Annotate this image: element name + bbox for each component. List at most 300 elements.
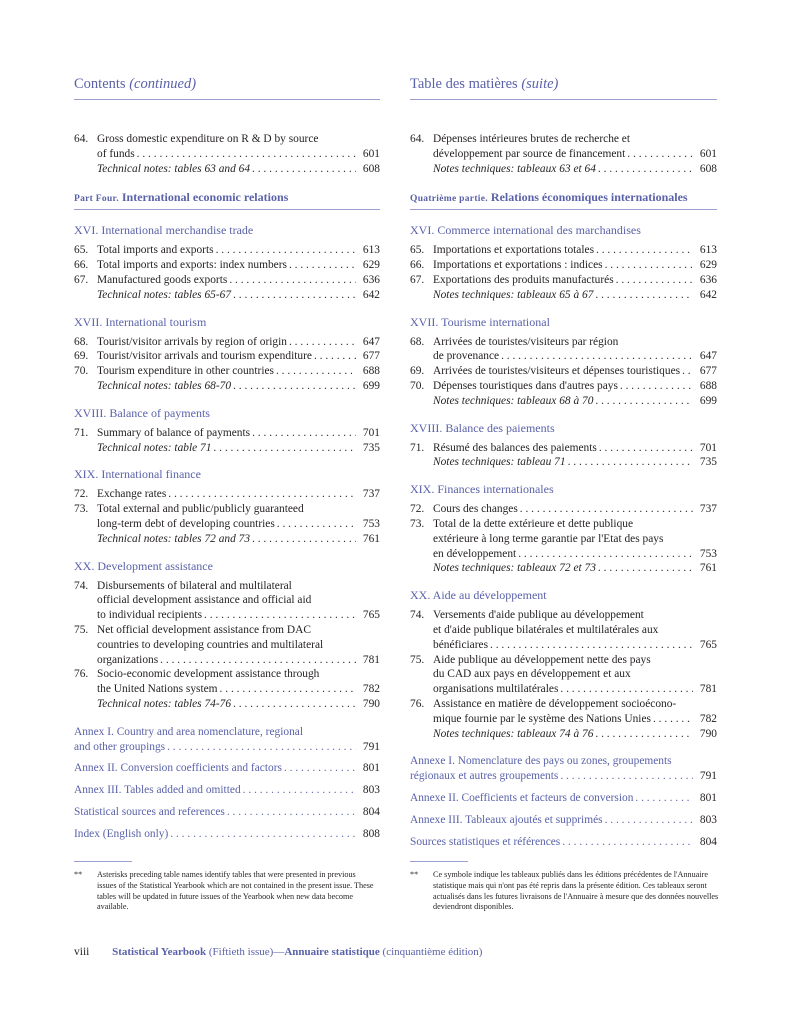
dot-leader [252, 162, 356, 177]
toc-line [433, 638, 717, 653]
entry-title: Summary of balance of payments [97, 426, 251, 439]
page-ref: 801 [362, 762, 380, 775]
entry-body [433, 441, 717, 456]
toc-entry[interactable] [410, 273, 717, 288]
page-ref: 791 [362, 740, 380, 753]
technical-notes-entry[interactable] [410, 394, 717, 409]
entry-title: Importations et exportations : indices [433, 259, 603, 272]
toc-line [410, 769, 717, 784]
dot-leader [289, 335, 356, 350]
toc-line [433, 712, 717, 727]
entry-number: 66. [410, 259, 425, 272]
technical-notes-entry[interactable] [74, 288, 380, 303]
entry-body [433, 697, 717, 727]
toc-entry[interactable] [74, 364, 380, 379]
page-ref: 791 [699, 770, 717, 783]
dot-leader [204, 608, 356, 623]
dot-leader [233, 288, 356, 303]
toc-section [74, 406, 380, 456]
technical-notes-entry[interactable] [410, 727, 717, 742]
entry-title: Notes techniques: tableaux 63 et 64 [433, 162, 596, 175]
toc-line [97, 335, 380, 350]
entry-body [97, 273, 380, 288]
annex-entry[interactable] [410, 813, 717, 828]
toc-line [97, 502, 380, 517]
toc-section [74, 559, 380, 712]
entry-number: 69. [410, 365, 425, 378]
dot-leader [168, 487, 356, 502]
sections [410, 223, 717, 747]
sections [74, 223, 380, 717]
dot-leader [598, 561, 693, 576]
dot-leader [289, 258, 356, 273]
toc-line [97, 667, 380, 682]
toc-section [410, 421, 717, 471]
dot-leader [562, 835, 693, 850]
toc-line [97, 243, 380, 258]
entry-title: Disbursements of bilateral and multilateral [97, 579, 292, 592]
entry-title: Annexe III. Tableaux ajoutés et supprimés [410, 813, 603, 826]
footer-issue-fr: (cinquantième édition) [382, 946, 483, 958]
entry-number: 76. [410, 697, 425, 710]
header-title: Table des matières [410, 76, 518, 92]
technical-notes-entry[interactable] [74, 697, 380, 712]
entry-title: développement par source de financement [433, 147, 626, 160]
page-ref: 735 [362, 441, 380, 454]
toc-entry[interactable] [410, 608, 717, 652]
toc-section [74, 315, 380, 394]
entry-title: countries to developing countries and multilateral [97, 638, 324, 651]
section-gap [74, 394, 380, 400]
toc-entry[interactable] [74, 132, 380, 162]
entry-body [433, 243, 717, 258]
entry-body [97, 162, 380, 177]
entry-title: Tourist/visitor arrivals and tourism expenditure [97, 350, 312, 363]
dot-leader [627, 147, 693, 162]
toc-line [433, 273, 717, 288]
dot-leader [596, 243, 693, 258]
header-subtitle: (suite) [521, 76, 559, 92]
annex-entry[interactable] [410, 791, 717, 806]
dot-leader [605, 813, 693, 828]
dot-leader [560, 769, 693, 784]
entry-title: Socio-economic development assistance through [97, 668, 320, 681]
dot-leader [276, 364, 356, 379]
entry-body [97, 258, 380, 273]
page-ref: 753 [699, 547, 717, 560]
footnote-text: Ce symbole indique les tableaux publiés dans les éditions précédentes de l'Annuaire statistique mais qui n'ont pas été repris dans la présente édition. Ces tableaux seront actualisés dans les futures livraisons de l'Annuaire à mesure que des données nouvelles deviendront disponibles. [433, 870, 719, 912]
entry-number: 73. [74, 503, 89, 516]
toc-line [433, 288, 717, 303]
section-gap [410, 741, 717, 747]
page-ref: 636 [699, 273, 717, 286]
dot-leader [170, 827, 356, 842]
entry-title: to individual recipients [97, 609, 203, 622]
dot-leader [277, 517, 356, 532]
toc-line [97, 517, 380, 532]
page-ref: 761 [699, 562, 717, 575]
entry-title: Aide publique au développement nette des pays [433, 653, 651, 666]
entry-title: Dépenses intérieures brutes de recherche et [433, 133, 631, 145]
part-heading [410, 190, 717, 210]
dot-leader [213, 441, 356, 456]
toc-line [433, 258, 717, 273]
annexes [410, 754, 717, 849]
toc-line [410, 754, 717, 769]
toc-section [410, 223, 717, 302]
dot-leader [252, 426, 356, 441]
page-ref: 629 [362, 259, 380, 272]
toc-entry[interactable] [410, 364, 717, 379]
page-ref: 642 [362, 288, 380, 301]
dot-leader [227, 805, 356, 820]
toc-line [97, 273, 380, 288]
entry-title: extérieure à long terme garantie par l'Etat des pays [433, 532, 664, 545]
entry-body [433, 502, 717, 517]
page-ref: 761 [362, 532, 380, 545]
entry-title: de provenance [433, 350, 500, 363]
entry-title: Dépenses touristiques dans d'autres pays [433, 379, 618, 392]
entry-number: 68. [410, 335, 425, 348]
contents-column-english [74, 76, 380, 842]
page-ref: 699 [362, 379, 380, 392]
entry-title: Annex II. Conversion coefficients and factors [74, 762, 282, 775]
technical-notes-entry[interactable] [74, 441, 380, 456]
toc-line [97, 288, 380, 303]
entry-title: Statistical sources and references [74, 805, 225, 818]
footer-issue-en: (Fiftieth issue) [208, 946, 274, 958]
toc-entry[interactable] [74, 502, 380, 532]
dot-leader [314, 349, 356, 364]
entry-title: Assistance en matière de développement socioécono- [433, 697, 677, 710]
section-heading[interactable]: XVII. Tourisme international [410, 314, 550, 329]
page-ref: 765 [362, 609, 380, 622]
section-gap [74, 712, 380, 718]
entry-number: 67. [410, 273, 425, 286]
section-heading[interactable]: XIX. Finances internationales [410, 482, 554, 497]
toc-line [433, 623, 717, 638]
entry-number: 75. [74, 623, 89, 636]
entry-number: 73. [410, 517, 425, 530]
page-ref: 601 [362, 147, 380, 160]
toc-entry[interactable] [410, 517, 717, 561]
toc-line [97, 532, 380, 547]
dot-leader [560, 682, 693, 697]
entry-body [433, 288, 717, 303]
annex-entry[interactable] [74, 761, 380, 776]
page-ref: 790 [699, 727, 717, 740]
section-gap [410, 303, 717, 309]
toc-line [97, 441, 380, 456]
entry-title: bénéficiares [433, 638, 489, 651]
dot-leader [167, 740, 356, 755]
entry-body [433, 273, 717, 288]
annex-entry[interactable] [74, 805, 380, 820]
entry-title: régionaux et autres groupements [410, 770, 559, 783]
entry-title: Technical notes: tables 74-76 [97, 697, 232, 710]
section-heading[interactable]: XX. Development assistance [74, 558, 213, 573]
entry-title: organizations [97, 653, 159, 666]
toc-line [97, 364, 380, 379]
section-gap [74, 455, 380, 461]
entry-title: Technical notes: tables 68-70 [97, 379, 232, 392]
page-ref: 804 [699, 835, 717, 848]
page-ref: 804 [362, 805, 380, 818]
toc-entry[interactable] [74, 273, 380, 288]
entry-title: Technical notes: tables 63 and 64 [97, 162, 251, 175]
section-heading[interactable]: XVIII. Balance des paiements [410, 420, 555, 435]
entry-title: Technical notes: tables 72 and 73 [97, 532, 251, 545]
toc-line [433, 532, 717, 547]
entry-body [433, 364, 717, 379]
dot-leader [595, 727, 693, 742]
entry-title: Annex III. Tables added and omitted [74, 784, 241, 797]
page-ref: 753 [362, 517, 380, 530]
entry-number: 71. [74, 426, 89, 439]
part-prefix: Quatrième partie. [410, 194, 488, 205]
toc-entry[interactable] [410, 502, 717, 517]
section-heading[interactable]: XVIII. Balance of payments [74, 405, 210, 420]
toc-entry[interactable] [74, 349, 380, 364]
toc-entry[interactable] [74, 579, 380, 623]
page-ref: 629 [699, 259, 717, 272]
toc-line [433, 547, 717, 562]
footnote-french [410, 861, 720, 913]
entry-number: 65. [74, 244, 89, 257]
dot-leader [518, 547, 693, 562]
entries-top [410, 132, 717, 176]
toc-entry[interactable] [410, 653, 717, 697]
toc-line [410, 791, 717, 806]
toc-entry[interactable] [74, 426, 380, 441]
page-ref: 790 [362, 697, 380, 710]
entry-title: Total de la dette extérieure et dette publique [433, 517, 634, 530]
toc-line [433, 727, 717, 742]
page-ref: 701 [699, 441, 717, 454]
entry-title: official development assistance and official aid [97, 594, 312, 607]
page-ref: 781 [362, 653, 380, 666]
entry-body [97, 623, 380, 667]
entry-title: of funds [97, 147, 135, 160]
dot-leader [160, 653, 356, 668]
toc-line [74, 827, 380, 842]
contents-column-french [410, 76, 717, 849]
entry-number: 72. [410, 503, 425, 516]
toc-line [433, 379, 717, 394]
dot-leader [635, 791, 693, 806]
toc-line [433, 335, 717, 350]
entry-title: Tourism expenditure in other countries [97, 365, 274, 378]
entry-title: Tourist/visitor arrivals by region of origin [97, 335, 287, 348]
toc-section [410, 315, 717, 409]
toc-line [433, 147, 717, 162]
entry-title: Manufactured goods exports [97, 273, 228, 286]
toc-entry[interactable] [74, 243, 380, 258]
technical-notes-entry[interactable] [74, 379, 380, 394]
page-ref: 808 [362, 827, 380, 840]
page-ref: 601 [699, 147, 717, 160]
section-heading[interactable]: XVI. Commerce international des marchandises [410, 223, 641, 238]
entry-title: Total imports and exports [97, 244, 214, 257]
entry-title: Importations et exportations totales [433, 244, 595, 257]
dot-leader [252, 532, 356, 547]
section-gap [410, 576, 717, 582]
technical-notes-entry[interactable] [410, 455, 717, 470]
entry-title: en développement [433, 547, 517, 560]
entry-body [97, 667, 380, 697]
toc-line [74, 740, 380, 755]
annex-entry[interactable] [74, 783, 380, 798]
entry-title: organisations multilatérales [433, 683, 559, 696]
toc-line [97, 682, 380, 697]
entry-title: Total external and public/publicly guaranteed [97, 503, 304, 516]
technical-notes-entry[interactable] [74, 532, 380, 547]
toc-entry[interactable] [410, 258, 717, 273]
technical-notes-entry[interactable] [74, 162, 380, 177]
annex-entry[interactable] [410, 835, 717, 850]
toc-section [74, 467, 380, 546]
page-ref: 608 [362, 162, 380, 175]
page-ref: 765 [699, 638, 717, 651]
entry-number: 76. [74, 668, 89, 681]
toc-line [74, 783, 380, 798]
entry-title: Cours des changes [433, 503, 518, 516]
page-ref: 647 [362, 335, 380, 348]
toc-entry[interactable] [410, 243, 717, 258]
entry-title: Annexe II. Coefficients et facteurs de conversion [410, 791, 634, 804]
toc-entry[interactable] [410, 132, 717, 162]
entry-number: 70. [74, 365, 89, 378]
toc-section [74, 223, 380, 302]
entry-number: 64. [74, 133, 89, 145]
entry-body [97, 288, 380, 303]
entry-number: 75. [410, 653, 425, 666]
entry-body [97, 441, 380, 456]
entry-body [433, 455, 717, 470]
dot-leader [599, 441, 693, 456]
toc-line [97, 653, 380, 668]
entry-title: Index (English only) [74, 827, 169, 840]
page-ref: 737 [699, 503, 717, 516]
toc-section [410, 482, 717, 576]
technical-notes-entry[interactable] [410, 288, 717, 303]
toc-entry[interactable] [74, 667, 380, 697]
footnote-rule [74, 861, 132, 862]
entry-body [433, 132, 717, 162]
footnote-rule [410, 861, 468, 862]
annex-entry[interactable] [74, 827, 380, 842]
entry-body [433, 258, 717, 273]
entry-number: 65. [410, 244, 425, 257]
toc-line [74, 725, 380, 740]
entry-number: 74. [410, 609, 425, 622]
toc-line [433, 162, 717, 177]
section-heading[interactable]: XVII. International tourism [74, 314, 207, 329]
entry-title: long-term debt of developing countries [97, 517, 275, 530]
entry-title: the United Nations system [97, 683, 218, 696]
entry-body [433, 162, 717, 177]
page-ref: 701 [362, 426, 380, 439]
toc-line [97, 638, 380, 653]
technical-notes-entry[interactable] [410, 162, 717, 177]
toc-line [410, 813, 717, 828]
toc-entry[interactable] [410, 379, 717, 394]
annex-entry[interactable] [74, 725, 380, 755]
entry-body [97, 364, 380, 379]
entry-number: 70. [410, 379, 425, 392]
section-heading[interactable]: XVI. International merchandise trade [74, 223, 254, 238]
dot-leader [137, 147, 356, 162]
toc-line [433, 394, 717, 409]
entry-number: 69. [74, 350, 89, 363]
dot-leader [595, 288, 693, 303]
header-subtitle: (continued) [129, 76, 197, 92]
page-ref: 803 [362, 784, 380, 797]
dot-leader [616, 273, 693, 288]
entry-body [433, 608, 717, 652]
annex-entry[interactable] [410, 754, 717, 784]
toc-line [97, 697, 380, 712]
toc-line [74, 805, 380, 820]
entry-body [97, 579, 380, 623]
entry-body [433, 379, 717, 394]
entry-title: Résumé des balances des paiements [433, 441, 597, 454]
page-ref: 737 [362, 488, 380, 501]
entry-title: Notes techniques: tableaux 68 à 70 [433, 394, 594, 407]
toc-line [97, 379, 380, 394]
entry-title: Annex I. Country and area nomenclature, regional [74, 725, 303, 738]
entry-title: mique fournie par le système des Nations Unies [433, 712, 651, 725]
page-ref: 801 [699, 791, 717, 804]
toc-entry[interactable] [74, 487, 380, 502]
page-ref: 677 [699, 365, 717, 378]
entry-title: du CAD aux pays en développement et aux [433, 668, 631, 681]
entry-number: 74. [74, 579, 89, 592]
entry-title: Notes techniques: tableaux 72 et 73 [433, 562, 596, 575]
entry-title: Notes techniques: tableaux 65 à 67 [433, 288, 594, 301]
entry-title: Exportations des produits manufacturés [433, 273, 614, 286]
footer-title-fr: Annuaire statistique [284, 946, 380, 958]
page-ref: 677 [362, 350, 380, 363]
entry-body [433, 653, 717, 697]
page-ref: 688 [362, 365, 380, 378]
section-heading[interactable]: XX. Aide au développement [410, 588, 547, 603]
section-heading[interactable]: XIX. International finance [74, 467, 201, 482]
page-number: viii [74, 946, 90, 958]
entry-number: 68. [74, 335, 89, 348]
page-ref: 803 [699, 813, 717, 826]
page-ref: 613 [699, 244, 717, 257]
toc-entry[interactable] [74, 623, 380, 667]
toc-entry[interactable] [74, 335, 380, 350]
toc-line [433, 667, 717, 682]
toc-entry[interactable] [410, 335, 717, 365]
entry-body [97, 502, 380, 532]
toc-entry[interactable] [410, 697, 717, 727]
entry-title: Total imports and exports: index numbers [97, 259, 287, 272]
technical-notes-entry[interactable] [410, 561, 717, 576]
toc-entry[interactable] [410, 441, 717, 456]
part-heading [74, 190, 380, 210]
footnote-english [74, 861, 374, 913]
entry-body [97, 697, 380, 712]
entry-body [97, 132, 380, 162]
dot-leader [229, 273, 356, 288]
toc-entry[interactable] [74, 258, 380, 273]
entry-body [97, 335, 380, 350]
toc-section [410, 588, 717, 741]
section-gap [410, 409, 717, 415]
